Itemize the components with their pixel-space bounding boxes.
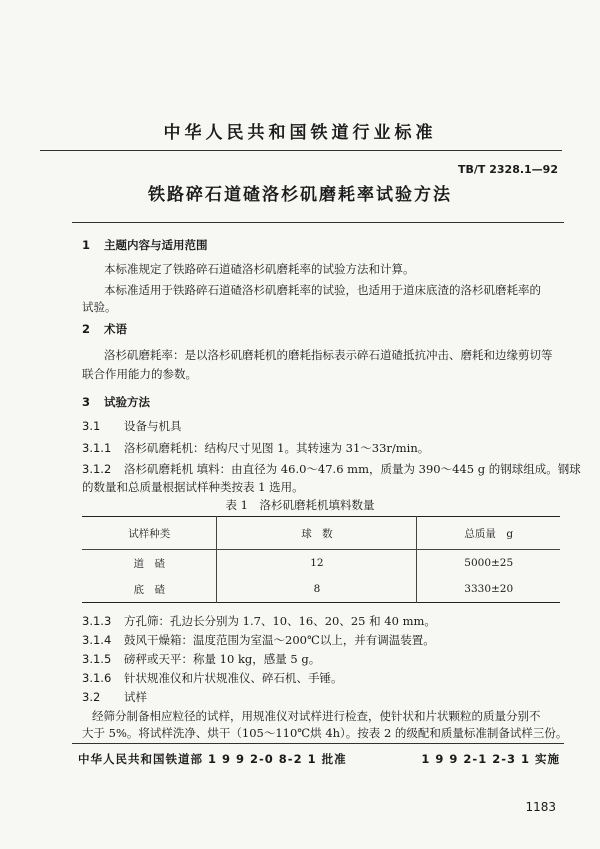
clause-number: 3.1.5 [82, 652, 112, 666]
clause-3-1-2-line-2: 的数量和总质量根据试样种类按表 1 选用。 [82, 480, 304, 494]
clause-number: 3.1.1 [82, 441, 112, 455]
clause-number: 3.2 [82, 690, 101, 704]
section-1-para-2-line-2: 试验。 [82, 300, 117, 314]
header-rule [40, 150, 562, 151]
section-1-heading [82, 237, 208, 253]
clause-text: 洛杉矶磨耗机：结构尺寸见图 1。其转速为 31～33r/min。 [124, 441, 430, 455]
section-2-heading [82, 321, 127, 337]
section-3-heading [82, 394, 150, 410]
table-header-cell: 球 数 [217, 517, 417, 550]
section-2-para-line-2: 联合作用能力的参数。 [82, 367, 197, 381]
clause-3-1-5 [82, 651, 320, 667]
clause-3-1-4 [82, 632, 435, 648]
clause-number: 3.1.4 [82, 633, 112, 647]
clause-3-2-line-2: 大于 5%。将试样洗净、烘干（105～110℃烘 4h）。按表 2 的级配和质量标准制备试样三份。 [82, 726, 568, 740]
table-header-cell: 总质量 g [417, 517, 560, 550]
section-1-para-2-line-1: 本标准适用于铁路碎石道碴洛杉矶磨耗率的试验，也适用于道床底渣的洛杉矶磨耗率的 [104, 283, 541, 297]
clause-number: 3.1 [82, 419, 101, 433]
table-cell: 12 [217, 550, 417, 577]
standard-number: TB/T 2328.1—92 [458, 163, 558, 176]
footer-rule [72, 743, 564, 744]
section-number: 2 [82, 322, 91, 336]
table-cell: 3330±20 [464, 583, 514, 595]
clause-3-1-2 [82, 461, 581, 477]
table-1-caption: 表 1 洛杉矶磨耗机填料数量 [225, 498, 375, 512]
clause-3-1-6 [82, 670, 343, 686]
clause-3-2-line-1: 经筛分制备相应粒径的试样，用规准仪对试样进行检查，使针状和片状颗粒的质量分别不 [92, 709, 541, 723]
clause-text: 针状规准仪和片状规准仪、碎石机、手锤。 [124, 671, 343, 685]
section-number: 1 [82, 238, 91, 252]
header-title: 中华人民共和国铁道行业标准 [163, 123, 437, 143]
section-number: 3 [82, 395, 91, 409]
clause-number: 3.1.2 [82, 462, 112, 476]
clause-text: 试样 [124, 690, 147, 704]
clause-text: 磅秤或天平：称量 10 kg，感量 5 g。 [124, 652, 321, 666]
table-1 [82, 516, 560, 603]
title-rule [72, 222, 564, 223]
table-row [82, 550, 560, 577]
clause-text: 设备与机具 [124, 419, 182, 433]
table-cell: 8 [217, 576, 417, 603]
clause-number: 3.1.6 [82, 671, 112, 685]
section-1-para-1: 本标准规定了铁路碎石道碴洛杉矶磨耗率的试验方法和计算。 [104, 262, 415, 276]
clause-3-1-3 [82, 613, 436, 629]
implementation-line: 1 9 9 2-1 2-3 1 实施 [421, 752, 560, 766]
clause-text: 鼓风干燥箱：温度范围为室温～200℃以上，并有调温装置。 [124, 633, 435, 647]
section-2-para-line-1: 洛杉矶磨耗率：是以洛杉矶磨耗机的磨耗指标表示碎石道碴抵抗冲击、磨耗和边缘剪切等 [104, 348, 553, 362]
section-title: 术语 [104, 322, 127, 336]
table-cell: 底 碴 [82, 576, 217, 603]
clause-text: 方孔筛：孔边长分别为 1.7、10、16、20、25 和 40 mm。 [124, 614, 436, 628]
document-title: 铁路碎石道碴洛杉矶磨耗率试验方法 [148, 185, 452, 205]
page-number: 1183 [525, 800, 556, 814]
clause-3-2 [82, 689, 147, 705]
table-header-cell: 试样种类 [82, 517, 217, 550]
table-cell: 5000±25 [464, 557, 514, 569]
table-header-row [82, 517, 560, 550]
clause-3-1-1 [82, 440, 429, 456]
clause-text: 洛杉矶磨耗机 填料：由直径为 46.0～47.6 mm，质量为 390～445 g 的钢球组成。钢球 [124, 462, 581, 476]
clause-3-1 [82, 418, 182, 434]
table-cell: 道 碴 [82, 550, 217, 577]
approval-line: 中华人民共和国铁道部 1 9 9 2-0 8-2 1 批准 [78, 752, 347, 766]
clause-number: 3.1.3 [82, 614, 112, 628]
table-row [82, 576, 560, 603]
section-title: 试验方法 [104, 395, 150, 409]
section-title: 主题内容与适用范围 [104, 238, 208, 252]
